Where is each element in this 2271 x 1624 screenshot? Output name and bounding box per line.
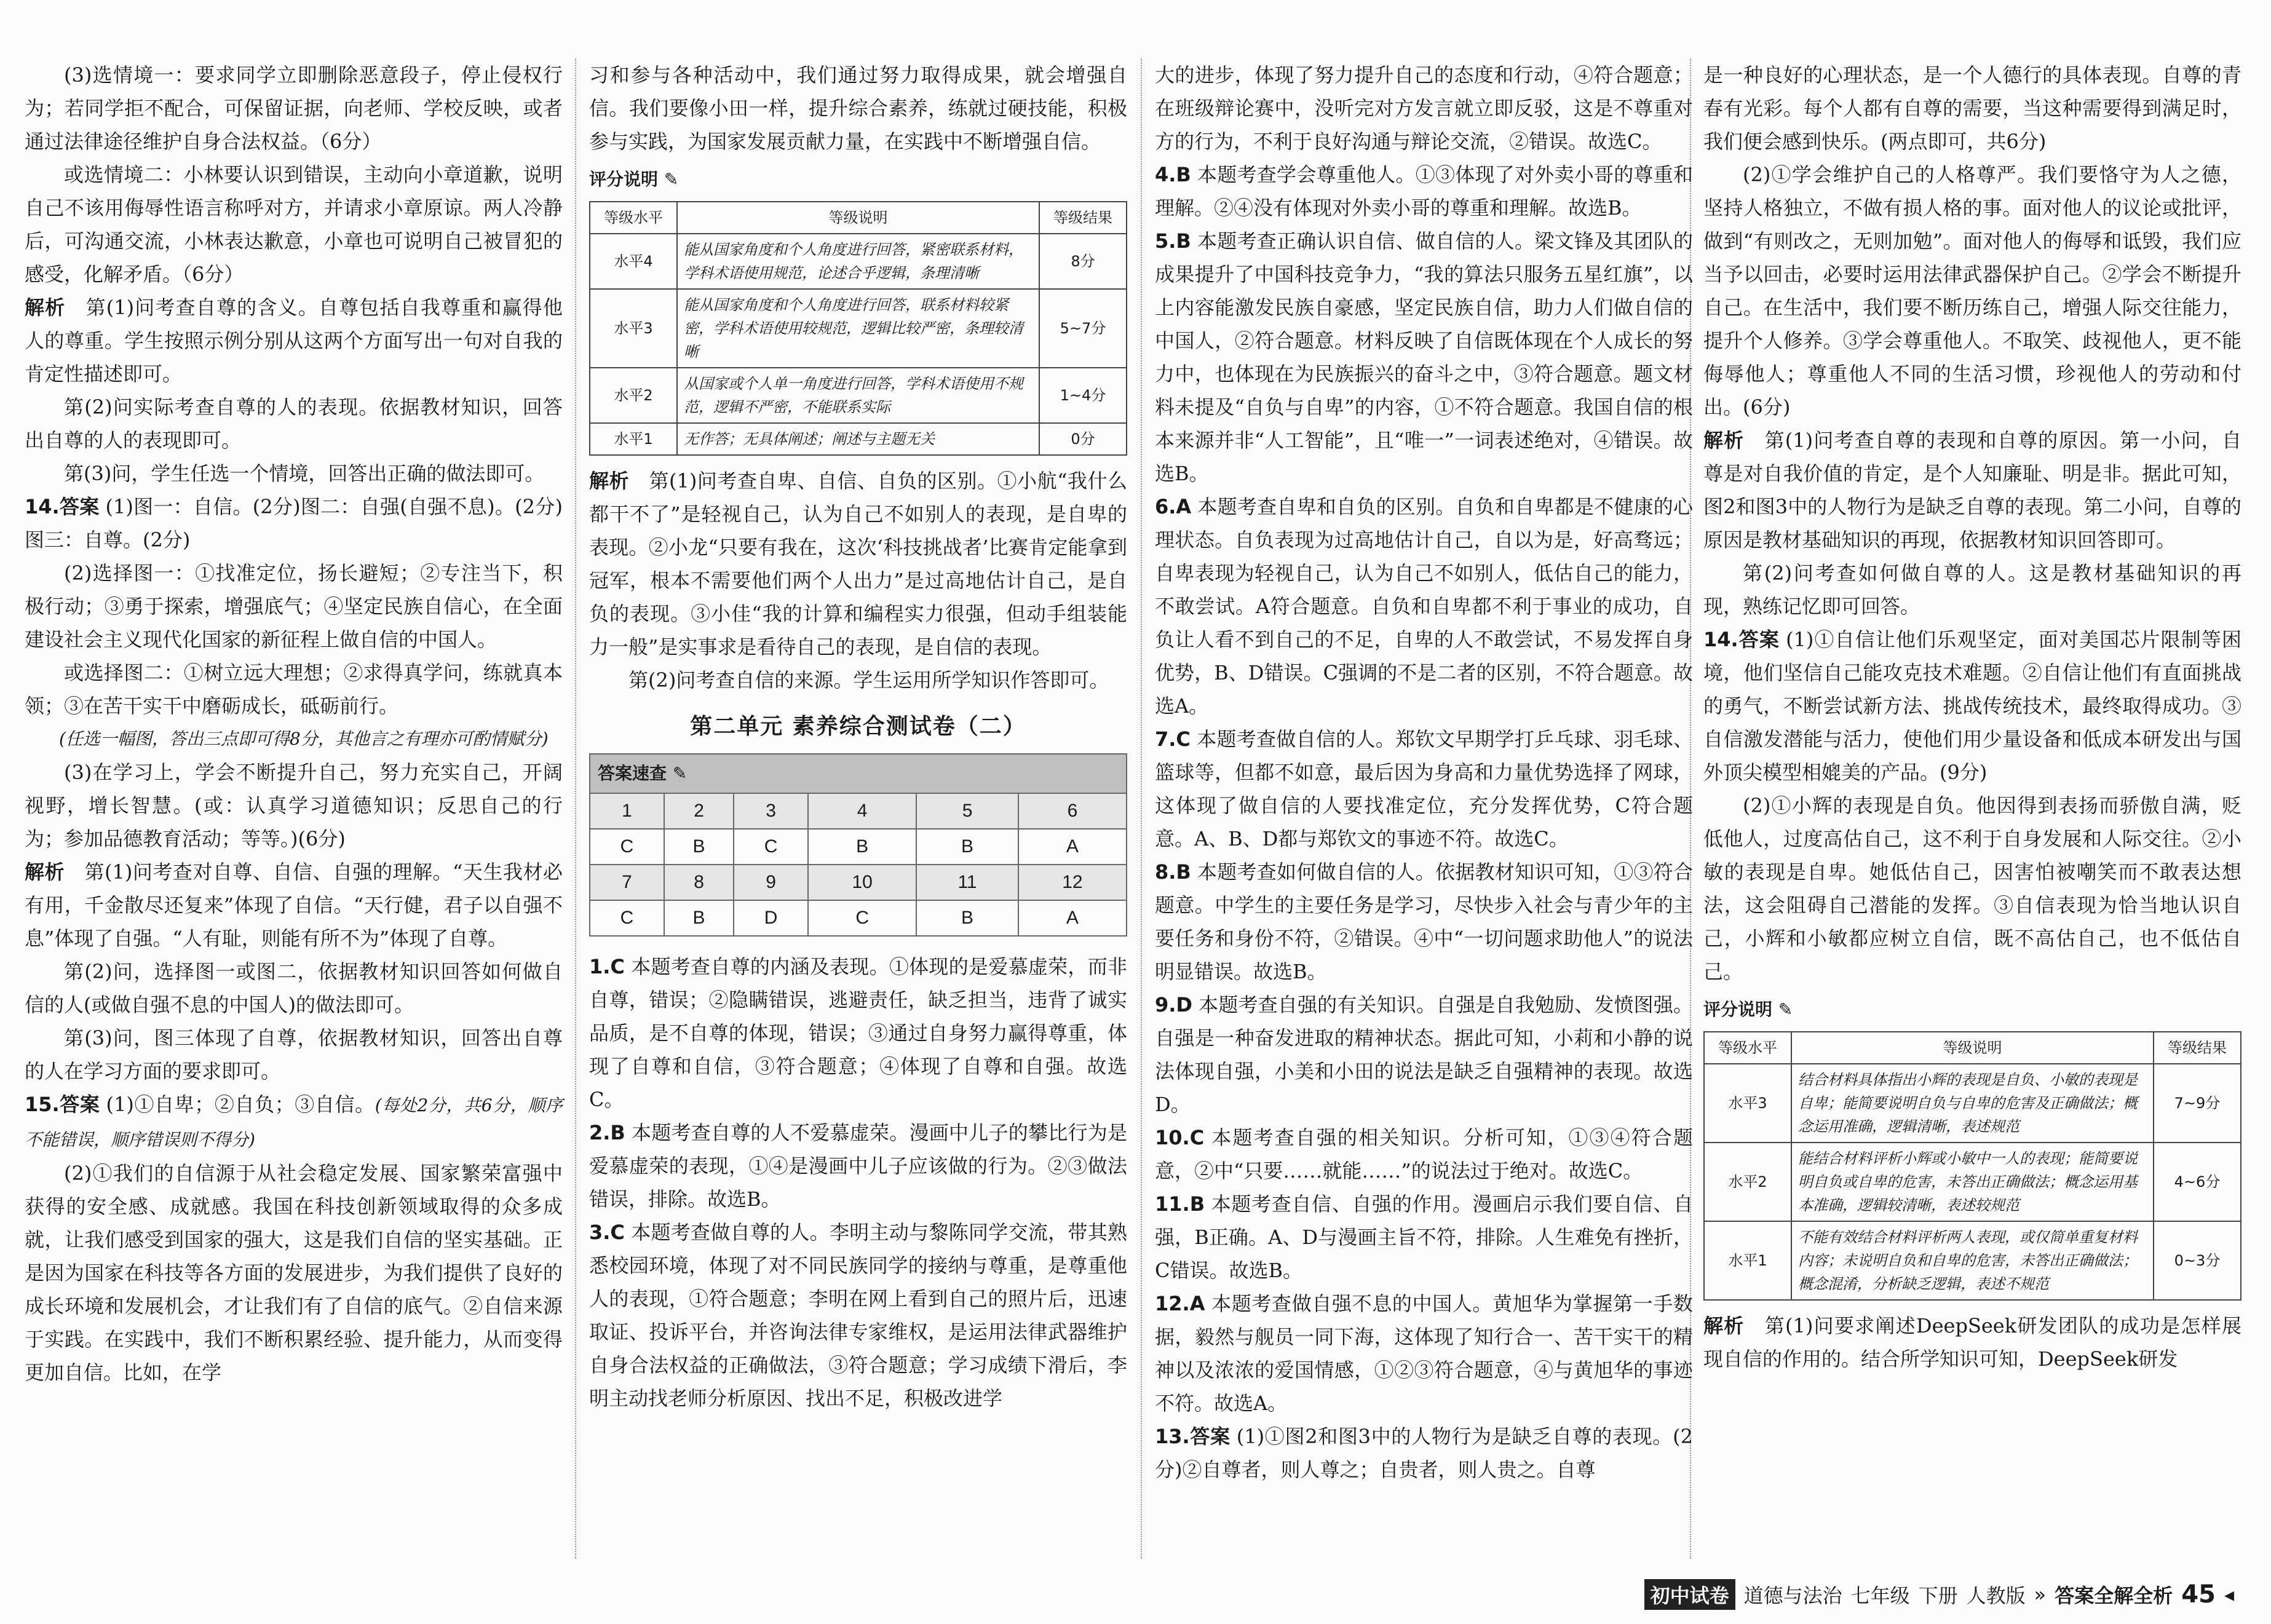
rubric-header: 等级说明 (1791, 1032, 2154, 1064)
rubric-header: 等级结果 (2154, 1032, 2241, 1064)
key-cell: B (664, 829, 734, 865)
section-title: 第二单元 素养综合测试卷（二） (690, 714, 1026, 739)
key-cell: D (734, 900, 808, 936)
paragraph: 大的进步，体现了努力提升自己的态度和行动，④符合题意；在班级辩论赛中，没听完对方发言就立即反驳，这是不尊重对方的行为，不利于良好沟通与辩论交流，②错误。故选C。 (1155, 63, 1693, 153)
analysis-14 (25, 855, 563, 955)
explanation-7 (1155, 723, 1693, 855)
analysis-13 (1703, 424, 2241, 557)
key-cell: C (808, 900, 916, 936)
key-cell: C (734, 829, 808, 865)
key-cell: B (916, 900, 1018, 936)
footer-title: 答案全解全析 (2055, 1584, 2173, 1607)
explanation-text: 本题考查自卑和自负的区别。自负和自卑都是不健康的心理状态。自负表现为过高地估计自己，自以为是，好高骛远；自卑表现为轻视自己，认为自己不如别人，低估自己的能力，不敢尝试。A符合题意。自负和自卑都不利于事业的成功，自负让人看不到自己的不足，自卑的人不敢尝试，不易发挥自身优势，B、D错误。C强调的不是二者的区别，不符合题意。故选A。 (1155, 495, 1693, 718)
analysis-text: 第(1)问考查自尊的表现和自尊的原因。第一小问，自尊是对自我价值的肯定，是个人知廉耻、明是非。据此可知，图2和图3中的人物行为是缺乏自尊的表现。第二小问，自尊的原因是教材基础知识的再现，依据教材知识回答即可。 (1703, 429, 2241, 552)
explanation-text: 本题考查自尊的人不爱慕虚荣。漫画中儿子的攀比行为是爱慕虚荣的表现，①④是漫画中儿子应该做的行为。②③做法错误，排除。故选B。 (589, 1121, 1127, 1211)
answer-15 (25, 1088, 563, 1157)
pen-icon: ✎ (1778, 999, 1793, 1020)
pen-icon: ✎ (664, 169, 679, 189)
key-cell: 4 (808, 793, 916, 829)
explanation-text: 本题考查正确认识自信、做自信的人。梁文锋及其团队的成果提升了中国科技竞争力，“我的算法只服务五星红旗”，以上内容能激发民族自豪感，坚定民族自信，助力人们做自信的中国人，②符合题意。材料反映了自信既体现在个人成长的努力中，也体现在为民族振兴的奋斗之中，③符合题意。题文材料未提及“自负与自卑”的内容，①不符合题意。我国自信的根本来源并非“人工智能”，且“唯一”一词表述绝对，④错误。故选B。 (1155, 229, 1693, 485)
footer-subject: 道德与法治 (1743, 1584, 1842, 1607)
question-number: 13.答案 (1155, 1425, 1231, 1448)
rubric-title-text: 评分说明 (589, 169, 659, 189)
rubric-title (1703, 993, 2241, 1026)
rubric-header: 等级水平 (1704, 1032, 1791, 1064)
column-divider (1141, 58, 1142, 1559)
explanation-text: 本题考查做自信的人。郑钦文早期学打乒乓球、羽毛球、篮球等，但都不如意，最后因为身高和力量优势选择了网球，这体现了做自信的人要找准定位，充分发挥优势，C符合题意。A、B、D都与郑钦文的事迹不符。故选C。 (1155, 727, 1693, 850)
key-number-row (590, 793, 1127, 829)
question-number: 12.A (1155, 1292, 1205, 1315)
rubric-desc: 无作答；无具体阐述；阐述与主题无关 (677, 423, 1039, 455)
paragraph: 或选情境二：小林要认识到错误，主动向小章道歉，说明自己不该用侮辱性语言称呼对方，并请求小章原谅。两人冷静后，可沟通交流，小林表达歉意，小章也可说明自己被冒犯的感受，化解矛盾。（6分） (25, 163, 563, 286)
rubric-level: 水平1 (1704, 1221, 1791, 1300)
rubric-header-row (1704, 1032, 2241, 1064)
paragraph: 习和参与各种活动中，我们通过努力取得成果，就会增强自信。我们要像小田一样，提升综合素养，练就过硬技能，积极参与实践，为国家发展贡献力量，在实践中不断增强自信。 (589, 63, 1127, 153)
analysis-label: 解析 (25, 860, 65, 884)
explanation-text: 本题考查自尊的内涵及表现。①体现的是爱慕虚荣，而非自尊，错误；②隐瞒错误，逃避责任，缺乏担当，违背了诚实品质，是不自尊的体现，错误；③通过自身努力赢得尊重，体现了自尊和自信，③符合题意；④体现了自尊和自强。故选C。 (589, 955, 1127, 1111)
explanation-4 (1155, 158, 1693, 224)
rubric-score: 1~4分 (1039, 368, 1127, 423)
explanation-text: 本题考查做自强不息的中国人。黄旭华为掌握第一手数据，毅然与舰员一同下海，这体现了知行合一、苦干实干的精神以及浓浓的爱国情感，①②③符合题意，④与黄旭华的事迹不符。故选A。 (1155, 1292, 1693, 1415)
explanation-5 (1155, 224, 1693, 490)
key-cell: 5 (916, 793, 1018, 829)
explanation-12 (1155, 1287, 1693, 1420)
paragraph: 第(2)问考查如何做自尊的人。这是教材基础知识的再现，熟练记忆即可回答。 (1703, 561, 2241, 618)
scoring-note: (任选一幅图，答出三点即可得8分，其他言之有理亦可酌情赋分) (59, 729, 549, 749)
key-answer-row (590, 829, 1127, 865)
analysis-label: 解析 (1703, 1314, 1745, 1337)
question-number: 9.D (1155, 993, 1192, 1016)
column-1 (25, 58, 563, 1389)
rubric-level: 水平4 (590, 234, 677, 289)
key-cell: A (1018, 900, 1127, 936)
analysis-label: 解析 (589, 469, 630, 493)
footer-grade: 七年级 (1850, 1584, 1910, 1607)
question-number: 11.B (1155, 1192, 1205, 1216)
key-cell: 6 (1018, 793, 1127, 829)
pen-icon: ✎ (672, 763, 688, 783)
rubric-header: 等级结果 (1039, 202, 1127, 234)
footer-edition: 人教版 (1966, 1584, 2026, 1607)
key-cell: B (808, 829, 916, 865)
double-arrow-icon: » (2034, 1583, 2047, 1606)
key-cell: 12 (1018, 865, 1127, 900)
explanation-text: 本题考查如何做自信的人。依据教材知识可知，①③符合题意。中学生的主要任务是学习，尽快步入社会与青少年的主要任务和身份不符，②错误。④中“一切问题求助他人”的说法明显错误。故选B。 (1155, 860, 1693, 983)
column-4 (1703, 58, 2241, 1376)
key-answer-row (590, 900, 1127, 936)
key-cell: A (1018, 829, 1127, 865)
rubric-score: 4~6分 (2154, 1143, 2241, 1221)
key-cell: 2 (664, 793, 734, 829)
rubric-score: 8分 (1039, 234, 1127, 289)
column-3 (1155, 58, 1693, 1486)
answer-text: (1)图一：自信。(2分)图二：自强(自强不息)。(2分)图三：自尊。(2分) (25, 495, 563, 552)
explanation-text: 本题考查自强的有关知识。自强是自我勉励、发愤图强。自强是一种奋发进取的精神状态。据此可知，小莉和小静的说法体现自强，小美和小田的说法是缺乏自强精神的表现。故选D。 (1155, 993, 1693, 1116)
paragraph: (3)在学习上，学会不断提升自己，努力充实自己，开阔视野，增长智慧。(或：认真学习道德知识；反思自己的行为；参加品德教育活动；等等。)(6分) (25, 761, 563, 850)
explanation-9 (1155, 988, 1693, 1121)
key-cell: C (590, 829, 664, 865)
explanation-text: 本题考查自强的相关知识。分析可知，①③④符合题意，②中“只要……就能……”的说法过于绝对。故选C。 (1155, 1126, 1693, 1182)
paragraph: 第(3)问，学生任选一个情境，回答出正确的做法即可。 (64, 462, 545, 485)
answer-text: (1)①图2和图3中的人物行为是缺乏自尊的表现。(2分)②自尊者，则人尊之；自贵者，则人贵之。自尊 (1155, 1425, 1693, 1481)
explanation-11 (1155, 1187, 1693, 1287)
answer-key-title: 答案速查 (598, 763, 667, 783)
key-cell: 8 (664, 865, 734, 900)
key-cell: B (916, 829, 1018, 865)
rubric-row (1704, 1064, 2241, 1143)
paragraph: (2)①小辉的表现是自负。他因得到表扬而骄傲自满，贬低他人，过度高估自己，这不利于自身发展和人际交往。②小敏的表现是自卑。她低估自己，因害怕被嘲笑而不敢表达想法，这会阻碍自己潜能的发挥。③自信表现为恰当地认识自己，小辉和小敏都应树立自信，既不高估自己，也不低估自己。 (1703, 794, 2241, 983)
analysis-15 (589, 464, 1127, 663)
question-number: 3.C (589, 1221, 625, 1244)
rubric-row (590, 234, 1127, 289)
rubric-score: 0分 (1039, 423, 1127, 455)
paragraph: 第(2)问，选择图一或图二，依据教材知识回答如何做自信的人(或做自强不息的中国人)的做法即可。 (25, 960, 563, 1016)
key-cell: C (590, 900, 664, 936)
explanation-8 (1155, 855, 1693, 988)
answer-key-table (589, 793, 1127, 937)
rubric-score: 5~7分 (1039, 289, 1127, 368)
rubric-level: 水平1 (590, 423, 677, 455)
question-number: 2.B (589, 1121, 625, 1144)
answer-14 (1703, 623, 2241, 789)
answer-key-header (589, 753, 1127, 793)
rubric-row (590, 423, 1127, 455)
key-cell: B (664, 900, 734, 936)
analysis-text: 第(1)问要求阐述DeepSeek研发团队的成功是怎样展现自信的作用的。结合所学知识可知，DeepSeek研发 (1703, 1314, 2241, 1371)
rubric-desc: 结合材料具体指出小辉的表现是自负、小敏的表现是自卑；能简要说明自负与自卑的危害及正确做法；概念运用准确，逻辑清晰，表述规范 (1791, 1064, 2154, 1143)
analysis-text: 第(1)问考查自卑、自信、自负的区别。①小航“我什么都干不了”是轻视自己，认为自己不如别人的表现，是自卑的表现。②小龙“只要有我在，这次‘科技挑战者’比赛肯定能拿到冠军，根本不需要他们两个人出力”是过高地估计自己，是自负的表现。③小佳“我的计算和编程实力很强，但动手组装能力一般”是实事求是看待自己的表现，是自信的表现。 (589, 469, 1127, 659)
rubric-title (589, 163, 1127, 196)
rubric-header: 等级说明 (677, 202, 1039, 234)
rubric-desc: 能从国家角度和个人角度进行回答，联系材料较紧密，学科术语使用较规范，逻辑比较严密，条理较清晰 (677, 289, 1039, 368)
page-number: 45 (2181, 1580, 2216, 1609)
analysis-text: 第(1)问考查自尊的含义。自尊包括自我尊重和赢得他人的尊重。学生按照示例分别从这两个方面写出一句对自我的肯定性描述即可。 (25, 296, 563, 386)
rubric-score: 0~3分 (2154, 1221, 2241, 1300)
question-number: 10.C (1155, 1126, 1205, 1149)
footer-term: 下册 (1918, 1584, 1958, 1607)
explanation-text: 本题考查自信、自强的作用。漫画启示我们要自信、自强，B正确。A、D与漫画主旨不符，排除。人生难免有挫折，C错误。故选B。 (1155, 1192, 1693, 1282)
key-cell: 7 (590, 865, 664, 900)
explanation-1 (589, 950, 1127, 1116)
rubric-title-text: 评分说明 (1703, 999, 1773, 1020)
rubric-table (589, 201, 1127, 456)
key-number-row (590, 865, 1127, 900)
paragraph: (2)选择图一：①找准定位，扬长避短；②专注当下，积极行动；③勇于探索，增强底气；④坚定民族自信心，在全面建设社会主义现代化国家的新征程上做自信的中国人。 (25, 561, 563, 651)
rubric-row (590, 368, 1127, 423)
analysis-label: 解析 (25, 296, 66, 319)
explanation-text: 本题考查学会尊重他人。①③体现了对外卖小哥的尊重和理解。②④没有体现对外卖小哥的尊重和理解。故选B。 (1155, 163, 1693, 220)
analysis-13 (25, 291, 563, 390)
question-number: 14.答案 (25, 495, 100, 518)
page-footer (1644, 1579, 2234, 1610)
explanation-2 (589, 1116, 1127, 1216)
column-2 (589, 58, 1127, 1415)
question-number: 7.C (1155, 727, 1191, 751)
rubric-level: 水平2 (590, 368, 677, 423)
rubric-header: 等级水平 (590, 202, 677, 234)
rubric-desc: 能结合材料评析小辉或小敏中一人的表现；能简要说明自负或自卑的危害，未答出正确做法；概念运用基本准确，逻辑较清晰，表述较规范 (1791, 1143, 2154, 1221)
question-number: 8.B (1155, 860, 1191, 884)
paragraph: 或选择图二：①树立远大理想；②求得真学问，练就真本领；③在苦干实干中磨砺成长，砥砺前行。 (25, 661, 563, 718)
brand-badge: 初中试卷 (1644, 1579, 1735, 1610)
answer-text: (1)①自卑；②自负；③自信。 (106, 1093, 375, 1116)
key-cell: 11 (916, 865, 1018, 900)
analysis-label: 解析 (1703, 429, 1745, 452)
paragraph: (2)①我们的自信源于从社会稳定发展、国家繁荣富强中获得的安全感、成就感。我国在科技创新领域取得的众多成就，让我们感受到国家的强大，这是我们自信的坚实基础。正是因为国家在科技等各方面的发展进步，为我们提供了良好的成长环境和发展机会，才让我们有了自信的底气。②自信来源于实践。在实践中，我们不断积累经验、提升能力，从而变得更加自信。比如，在学 (25, 1162, 563, 1384)
paragraph: (2)①学会维护自己的人格尊严。我们要恪守为人之德，坚持人格独立，不做有损人格的事。面对他人的议论或批评，做到“有则改之，无则加勉”。面对他人的侮辱和诋毁，我们应当予以回击，必要时运用法律武器保护自己。②学会不断提升自己。在生活中，我们要不断历练自己，增强人际交往能力，提升个人修养。③学会尊重他人。不取笑、歧视他人，更不能侮辱他人；尊重他人不同的生活习惯，珍视他人的劳动和付出。(6分) (1703, 163, 2241, 419)
analysis-14 (1703, 1309, 2241, 1376)
question-number: 6.A (1155, 495, 1192, 518)
key-cell: 1 (590, 793, 664, 829)
rubric-level: 水平3 (590, 289, 677, 368)
rubric-row (1704, 1143, 2241, 1221)
explanation-6 (1155, 490, 1693, 723)
key-cell: 10 (808, 865, 916, 900)
key-cell: 9 (734, 865, 808, 900)
rubric-row (590, 289, 1127, 368)
explanation-10 (1155, 1121, 1693, 1187)
column-divider (575, 58, 576, 1559)
rubric-desc: 能从国家角度和个人角度进行回答，紧密联系材料，学科术语使用规范，论述合乎逻辑，条理清晰 (677, 234, 1039, 289)
rubric-desc: 不能有效结合材料评析两人表现，或仅简单重复材料内容；未说明自负和自卑的危害，未答出正确做法；概念混淆，分析缺乏逻辑，表述不规范 (1791, 1221, 2154, 1300)
rubric-header-row (590, 202, 1127, 234)
answer-14 (25, 490, 563, 557)
paragraph: 第(3)问，图三体现了自尊，依据教材知识，回答出自尊的人在学习方面的要求即可。 (25, 1026, 563, 1083)
question-number: 14.答案 (1703, 628, 1780, 651)
scoring-note: (每处2分，共6分，顺序不能错误，顺序错误则不得分) (25, 1095, 563, 1150)
paragraph: 第(2)问实际考查自尊的人的表现。依据教材知识，回答出自尊的人的表现即可。 (25, 395, 563, 452)
rubric-score: 7~9分 (2154, 1064, 2241, 1143)
rubric-row (1704, 1221, 2241, 1300)
question-number: 4.B (1155, 163, 1191, 186)
rubric-table (1703, 1031, 2241, 1301)
triangle-marker-icon: ◂ (2224, 1583, 2234, 1606)
question-number: 15.答案 (25, 1093, 100, 1116)
paragraph: (3)选情境一：要求同学立即删除恶意段子，停止侵权行为；若同学拒不配合，可保留证据，向老师、学校反映，或者通过法律途径维护自身合法权益。（6分） (25, 63, 563, 153)
explanation-text: 本题考查做自尊的人。李明主动与黎陈同学交流，带其熟悉校园环境，体现了对不同民族同学的接纳与尊重，是尊重他人的表现，①符合题意；李明在网上看到自己的照片后，迅速取证、投诉平台，并咨询法律专家维权，是运用法律武器维护自身合法权益的正确做法，③符合题意；学习成绩下滑后，李明主动找老师分析原因、找出不足，积极改进学 (589, 1221, 1127, 1410)
answer-text: (1)①自信让他们乐观坚定，面对美国芯片限制等困境，他们坚信自己能攻克技术难题。②自信让他们有直面挑战的勇气，不断尝试新方法、挑战传统技术，最终取得成功。③自信激发潜能与活力，使他们用少量设备和低成本研发出与国外顶尖模型相媲美的产品。(9分) (1703, 628, 2241, 784)
rubric-level: 水平2 (1704, 1143, 1791, 1221)
analysis-text: 第(1)问考查对自尊、自信、自强的理解。“天生我材必有用，千金散尽还复来”体现了自信。“天行健，君子以自强不息”体现了自强。“人有耻，则能有所不为”体现了自尊。 (25, 860, 563, 950)
paragraph: 是一种良好的心理状态，是一个人德行的具体表现。自尊的青春有光彩。每个人都有自尊的需要，当这种需要得到满足时，我们便会感到快乐。(两点即可，共6分) (1703, 63, 2241, 153)
question-number: 1.C (589, 955, 625, 978)
key-cell: 3 (734, 793, 808, 829)
explanation-3 (589, 1216, 1127, 1415)
rubric-level: 水平3 (1704, 1064, 1791, 1143)
question-number: 5.B (1155, 229, 1191, 253)
paragraph: 第(2)问考查自信的来源。学生运用所学知识作答即可。 (628, 668, 1109, 692)
answer-13 (1155, 1420, 1693, 1486)
rubric-desc: 从国家或个人单一角度进行回答，学科术语使用不规范，逻辑不严密，不能联系实际 (677, 368, 1039, 423)
